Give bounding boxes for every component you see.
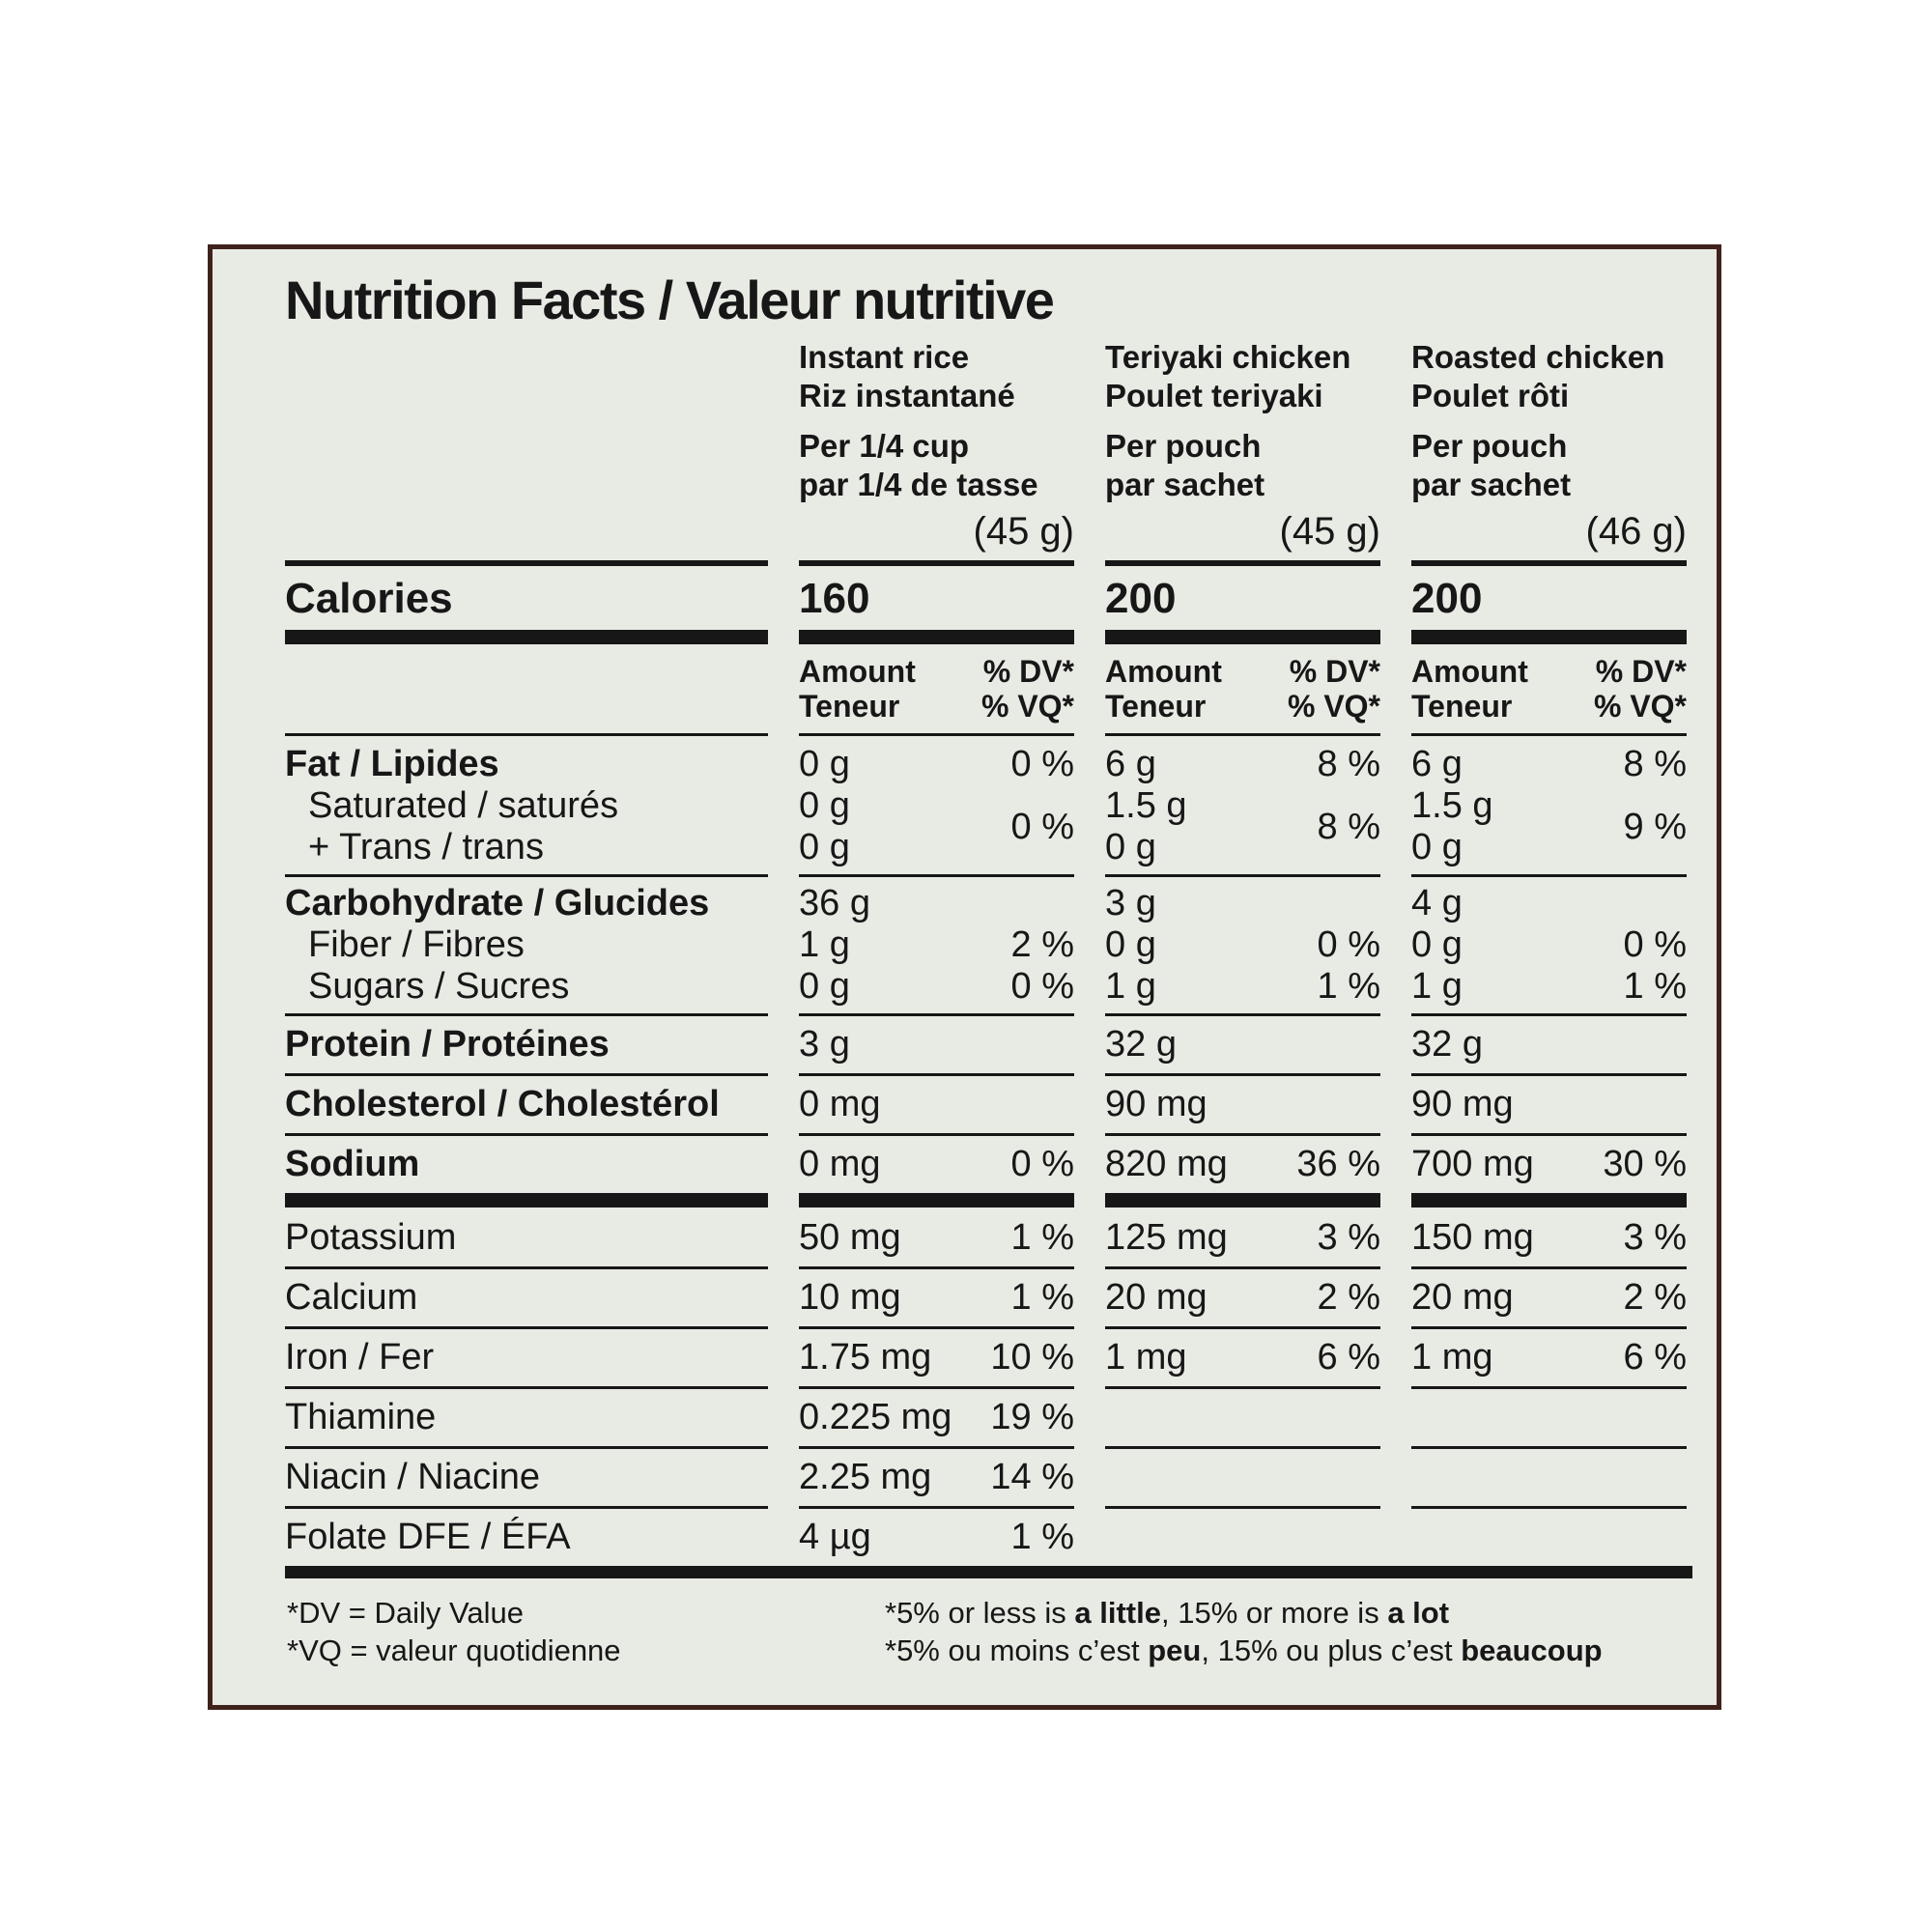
bottom-bar <box>213 1566 1717 1578</box>
rule <box>213 1266 1717 1269</box>
amount: 10 mg <box>799 1277 901 1318</box>
calories-value: 160 <box>799 575 870 622</box>
product-column-instant-rice <box>799 338 1074 553</box>
trans-label: + Trans / trans <box>308 827 544 867</box>
product-header-row <box>213 338 1717 553</box>
amount: 1 mg <box>1411 1337 1493 1378</box>
fiber-dv: 2 % <box>1010 924 1074 965</box>
rule <box>213 1386 1717 1389</box>
serving-weight: (45 g) <box>1279 510 1380 553</box>
dv-guidance-en: *5% or less is a little, 15% or more is a lot <box>885 1596 1450 1630</box>
carbohydrate-group-row <box>213 883 1717 1008</box>
trans-amount: 0 g <box>799 827 850 867</box>
serving-weight: (46 g) <box>1585 510 1687 553</box>
protein-row <box>213 1024 1717 1065</box>
fat-amount: 6 g <box>1105 744 1156 784</box>
thiamine-label: Thiamine <box>285 1397 437 1437</box>
potassium-label: Potassium <box>285 1217 457 1258</box>
amount: 125 mg <box>1105 1217 1228 1258</box>
fiber-amount: 0 g <box>1105 924 1156 965</box>
calcium-row <box>213 1277 1717 1319</box>
sodium-dv: 0 % <box>1010 1144 1074 1184</box>
rule <box>213 1013 1717 1016</box>
sodium-row <box>213 1144 1717 1185</box>
serving-size <box>799 427 1074 504</box>
cholesterol-amount: 90 mg <box>1105 1084 1208 1124</box>
thiamine-row <box>213 1397 1717 1438</box>
folate-row <box>213 1517 1717 1558</box>
amount: 20 mg <box>1105 1277 1208 1318</box>
amount-label: Amount <box>1105 654 1222 689</box>
dv: 2 % <box>1623 1277 1687 1318</box>
amount: 50 mg <box>799 1217 901 1258</box>
sugars-amount: 1 g <box>1411 966 1463 1007</box>
cholesterol-label: Cholesterol / Cholestérol <box>285 1084 720 1124</box>
rule <box>213 1073 1717 1076</box>
saturated-amount: 1.5 g <box>1411 785 1493 826</box>
amount: 1.75 mg <box>799 1337 932 1378</box>
fat-values <box>799 744 1074 868</box>
cholesterol-row <box>213 1084 1717 1125</box>
dv-label: % DV* <box>982 654 1074 689</box>
sat-trans-dv: 8 % <box>1317 806 1380 847</box>
dv-definition-fr: *VQ = valeur quotidienne <box>287 1634 621 1667</box>
calories-label: Calories <box>285 575 453 622</box>
serving-fr: par sachet <box>1105 467 1265 502</box>
product-name-fr: Poulet rôti <box>1411 378 1570 413</box>
product-name-en: Teriyaki chicken <box>1105 339 1351 375</box>
amount: 0.225 mg <box>799 1397 952 1437</box>
fiber-label: Fiber / Fibres <box>308 924 525 965</box>
sugars-dv: 1 % <box>1623 966 1687 1007</box>
niacin-label: Niacin / Niacine <box>285 1457 540 1497</box>
dv-guidance-fr: *5% ou moins c’est peu, 15% ou plus c’est beaucoup <box>885 1634 1603 1667</box>
dv-label: % DV* <box>1289 654 1380 689</box>
amount: 1 mg <box>1105 1337 1187 1378</box>
dv-definition <box>287 1594 621 1669</box>
amount: 4 µg <box>799 1517 871 1557</box>
product-name-fr: Riz instantané <box>799 378 1015 413</box>
product-name-en: Roasted chicken <box>1411 339 1665 375</box>
dv: 3 % <box>1317 1217 1380 1258</box>
dv: 2 % <box>1317 1277 1380 1318</box>
serving-weight: (45 g) <box>973 510 1074 553</box>
sodium-values <box>1105 1144 1380 1185</box>
dv: 1 % <box>1010 1217 1074 1258</box>
fat-dv: 8 % <box>1317 744 1380 784</box>
sodium-dv: 36 % <box>1296 1144 1380 1184</box>
serving-size <box>1105 427 1380 504</box>
fiber-dv: 0 % <box>1623 924 1687 965</box>
sodium-amount: 700 mg <box>1411 1144 1534 1184</box>
teneur-label: Teneur <box>799 689 900 724</box>
dv: 14 % <box>990 1457 1074 1497</box>
protein-amount: 3 g <box>799 1024 850 1065</box>
carbohydrate-values <box>1105 883 1380 1008</box>
sodium-dv: 30 % <box>1603 1144 1687 1184</box>
sat-trans-dv: 0 % <box>1010 806 1074 847</box>
saturated-amount: 1.5 g <box>1105 785 1187 826</box>
dv: 6 % <box>1317 1337 1380 1378</box>
rule-below-amount-header <box>213 733 1717 736</box>
sugars-amount: 0 g <box>799 966 850 1007</box>
amount: 20 mg <box>1411 1277 1514 1318</box>
protein-amount: 32 g <box>1105 1024 1177 1065</box>
serving-fr: par sachet <box>1411 467 1572 502</box>
teneur-label: Teneur <box>1411 689 1513 724</box>
sodium-amount: 0 mg <box>799 1144 881 1184</box>
carbohydrate-values <box>1411 883 1687 1008</box>
fat-group-row <box>213 744 1717 868</box>
serving-en: Per pouch <box>1411 428 1568 464</box>
calcium-label: Calcium <box>285 1277 418 1318</box>
amount: 2.25 mg <box>799 1457 932 1497</box>
serving-fr: par 1/4 de tasse <box>799 467 1038 502</box>
carb-amount: 36 g <box>799 883 870 923</box>
saturated-label: Saturated / saturés <box>308 785 619 826</box>
sugars-dv: 1 % <box>1317 966 1380 1007</box>
fiber-amount: 1 g <box>799 924 850 965</box>
amount-dv-header <box>1105 654 1380 724</box>
fat-values <box>1105 744 1380 868</box>
sodium-label: Sodium <box>285 1144 420 1184</box>
header-spacer <box>285 338 768 553</box>
amount-label: Amount <box>1411 654 1528 689</box>
dv-label: % DV* <box>1595 654 1687 689</box>
amount-dv-header <box>1411 654 1687 724</box>
saturated-amount: 0 g <box>799 785 850 826</box>
sugars-label: Sugars / Sucres <box>308 966 570 1007</box>
iron-row <box>213 1337 1717 1378</box>
iron-label: Iron / Fer <box>285 1337 435 1378</box>
carbohydrate-values <box>799 883 1074 1008</box>
rule <box>213 1506 1717 1509</box>
dv: 3 % <box>1623 1217 1687 1258</box>
fat-amount: 0 g <box>799 744 850 784</box>
trans-amount: 0 g <box>1105 827 1156 867</box>
protein-label: Protein / Protéines <box>285 1024 610 1065</box>
amount-label: Amount <box>799 654 916 689</box>
teneur-label: Teneur <box>1105 689 1207 724</box>
carbohydrate-label: Carbohydrate / Glucides <box>285 883 710 923</box>
sodium-amount: 820 mg <box>1105 1144 1228 1184</box>
footnotes <box>213 1594 1717 1681</box>
product-column-roasted-chicken <box>1411 338 1687 553</box>
niacin-row <box>213 1457 1717 1498</box>
dv: 1 % <box>1010 1277 1074 1318</box>
sodium-values <box>1411 1144 1687 1185</box>
dv: 19 % <box>990 1397 1074 1437</box>
fat-amount: 6 g <box>1411 744 1463 784</box>
carb-amount: 3 g <box>1105 883 1156 923</box>
cholesterol-amount: 90 mg <box>1411 1084 1514 1124</box>
sat-trans-dv: 9 % <box>1623 806 1687 847</box>
rule <box>213 1446 1717 1449</box>
rule <box>213 1326 1717 1329</box>
bar-below-sodium <box>213 1193 1717 1208</box>
dv: 10 % <box>990 1337 1074 1378</box>
dv-guidance <box>885 1594 1603 1669</box>
fat-label: Fat / Lipides <box>285 744 499 784</box>
fiber-amount: 0 g <box>1411 924 1463 965</box>
product-column-teriyaki-chicken <box>1105 338 1380 553</box>
carb-amount: 4 g <box>1411 883 1463 923</box>
protein-amount: 32 g <box>1411 1024 1483 1065</box>
product-name-en: Instant rice <box>799 339 970 375</box>
vq-label: % VQ* <box>980 689 1074 724</box>
amount-dv-header-row <box>213 654 1717 724</box>
product-name-fr: Poulet teriyaki <box>1105 378 1323 413</box>
fat-dv: 0 % <box>1010 744 1074 784</box>
vq-label: % VQ* <box>1593 689 1687 724</box>
fat-dv: 8 % <box>1623 744 1687 784</box>
rule <box>213 874 1717 877</box>
fat-values <box>1411 744 1687 868</box>
calories-value: 200 <box>1105 575 1177 622</box>
calories-row <box>213 576 1717 622</box>
vq-label: % VQ* <box>1287 689 1380 724</box>
amount-dv-header <box>799 654 1074 724</box>
dv-definition-en: *DV = Daily Value <box>287 1596 524 1630</box>
rule-above-calories <box>213 560 1717 566</box>
folate-label: Folate DFE / ÉFA <box>285 1517 571 1557</box>
dv: 1 % <box>1010 1517 1074 1557</box>
calories-value: 200 <box>1411 575 1483 622</box>
serving-en: Per 1/4 cup <box>799 428 970 464</box>
sugars-amount: 1 g <box>1105 966 1156 1007</box>
potassium-row <box>213 1217 1717 1259</box>
amount: 150 mg <box>1411 1217 1534 1258</box>
cholesterol-amount: 0 mg <box>799 1084 881 1124</box>
serving-en: Per pouch <box>1105 428 1262 464</box>
label-title: Nutrition Facts / Valeur nutritive <box>285 270 1054 330</box>
rule <box>213 1133 1717 1136</box>
nutrition-facts-label <box>208 244 1721 1710</box>
serving-size <box>1411 427 1687 504</box>
dv: 6 % <box>1623 1337 1687 1378</box>
trans-amount: 0 g <box>1411 827 1463 867</box>
fiber-dv: 0 % <box>1317 924 1380 965</box>
sodium-values <box>799 1144 1074 1185</box>
sugars-dv: 0 % <box>1010 966 1074 1007</box>
bar-below-calories <box>213 630 1717 644</box>
